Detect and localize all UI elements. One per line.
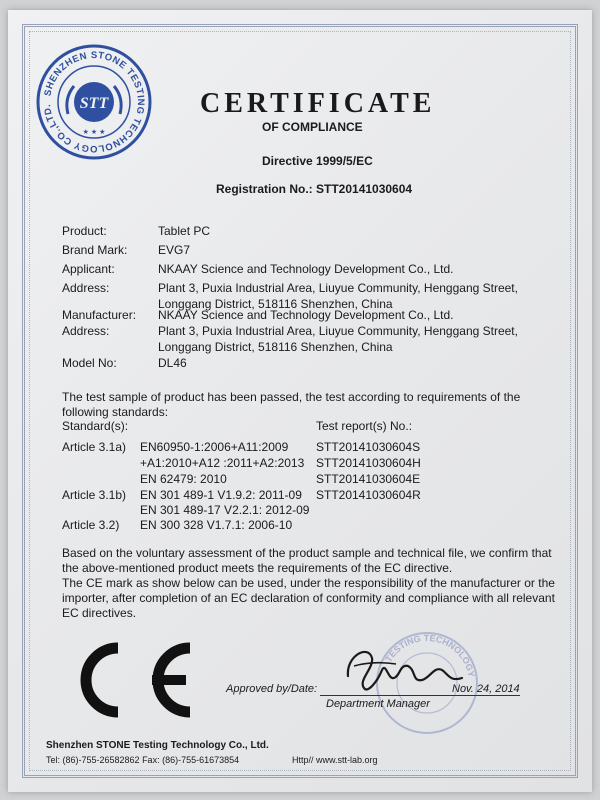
manufacturer-label: Manufacturer: bbox=[62, 308, 137, 322]
standards-intro-line2: following standards: bbox=[62, 405, 169, 419]
standards-intro-line1: The test sample of product has been passed, the test according to requirements of the bbox=[62, 390, 521, 404]
standard-item: EN 301 489-17 V2.2.1: 2012-09 bbox=[140, 503, 310, 517]
approval-date: Nov. 24, 2014 bbox=[452, 683, 520, 695]
company-seal-icon bbox=[34, 42, 154, 162]
standard-item: EN 300 328 V1.7.1: 2006-10 bbox=[140, 518, 293, 532]
article-32-label: Article 3.2) bbox=[62, 518, 120, 532]
article-31b-label: Article 3.1b) bbox=[62, 488, 127, 502]
standard-item: +A1:2010+A12 :2011+A2:2013 bbox=[140, 456, 305, 470]
manufacturer-address-label: Address: bbox=[62, 324, 110, 338]
manufacturer-address-line2: Longgang District, 518116 Shenzhen, China bbox=[158, 340, 393, 354]
statement-line: Based on the voluntary assessment of the product sample and technical file, we confirm that bbox=[62, 546, 552, 560]
product-label: Product: bbox=[62, 224, 107, 238]
svg-text:CE: CE bbox=[134, 685, 136, 686]
footer-company: Shenzhen STONE Testing Technology Co., Ltd. bbox=[46, 740, 269, 751]
stamp-ring-text: TESTING TECHNOLOGY bbox=[383, 632, 477, 678]
applicant-address-line1: Plant 3, Puxia Industrial Area, Liuyue Community, Henggang Street, bbox=[158, 281, 518, 295]
standard-item: EN60950-1:2006+A11:2009 bbox=[140, 440, 289, 454]
standards-column-header: Standard(s): bbox=[62, 419, 129, 433]
standard-item: EN 301 489-1 V1.9.2: 2011-09 bbox=[140, 488, 302, 502]
brand-value: EVG7 bbox=[158, 243, 191, 257]
statement-line: the above-mentioned product meets the requirements of the EC directive. bbox=[62, 561, 453, 575]
footer-website: Http// www.stt-lab.org bbox=[292, 755, 378, 765]
certificate-title: CERTIFICATE bbox=[200, 88, 436, 119]
statement-line: The CE mark as show below can be used, under the responsibility of the manufacturer or the bbox=[62, 576, 555, 590]
registration-number: Registration No.: STT20141030604 bbox=[216, 182, 413, 196]
brand-label: Brand Mark: bbox=[62, 243, 128, 257]
statement-line: importer, after completion of an EC declaration of conformity and compliance with all relevant bbox=[62, 591, 555, 605]
ce-mark-icon bbox=[60, 640, 210, 720]
model-value: DL46 bbox=[158, 356, 187, 370]
applicant-value: NKAAY Science and Technology Development Co., Ltd. bbox=[158, 262, 454, 276]
applicant-address-label: Address: bbox=[62, 281, 110, 295]
footer-contact: Tel: (86)-755-26582862 Fax: (86)-755-61673854 bbox=[46, 755, 240, 765]
applicant-label: Applicant: bbox=[62, 262, 115, 276]
report-number: STT20141030604S bbox=[316, 440, 421, 454]
seal-logo-text: STT bbox=[79, 95, 109, 112]
model-label: Model No: bbox=[62, 356, 117, 370]
signature-line bbox=[320, 695, 520, 696]
approved-by-label: Approved by/Date: bbox=[226, 683, 318, 695]
reports-column-header: Test report(s) No.: bbox=[316, 419, 413, 433]
article-31a-label: Article 3.1a) bbox=[62, 440, 127, 454]
report-number: STT20141030604R bbox=[316, 488, 421, 502]
report-number: STT20141030604E bbox=[316, 472, 421, 486]
svg-text:★ ★ ★: ★ ★ ★ bbox=[82, 129, 106, 136]
signature-icon bbox=[338, 636, 468, 700]
signatory-role: Department Manager bbox=[326, 698, 430, 710]
directive-text: Directive 1999/5/EC bbox=[262, 154, 373, 168]
manufacturer-address-line1: Plant 3, Puxia Industrial Area, Liuyue Community, Henggang Street, bbox=[158, 324, 518, 338]
statement-line: EC directives. bbox=[62, 606, 137, 620]
certificate-subtitle: OF COMPLIANCE bbox=[262, 120, 363, 134]
report-number: STT20141030604H bbox=[316, 456, 421, 470]
product-value: Tablet PC bbox=[158, 224, 211, 238]
applicant-address-line2: Longgang District, 518116 Shenzhen, China bbox=[158, 297, 393, 311]
standard-item: EN 62479: 2010 bbox=[140, 472, 227, 486]
manufacturer-value: NKAAY Science and Technology Development Co., Ltd. bbox=[158, 308, 454, 322]
seal-ring-text: SHENZHEN STONE TESTING TECHNOLOGY CO.,LTD. bbox=[42, 49, 147, 155]
